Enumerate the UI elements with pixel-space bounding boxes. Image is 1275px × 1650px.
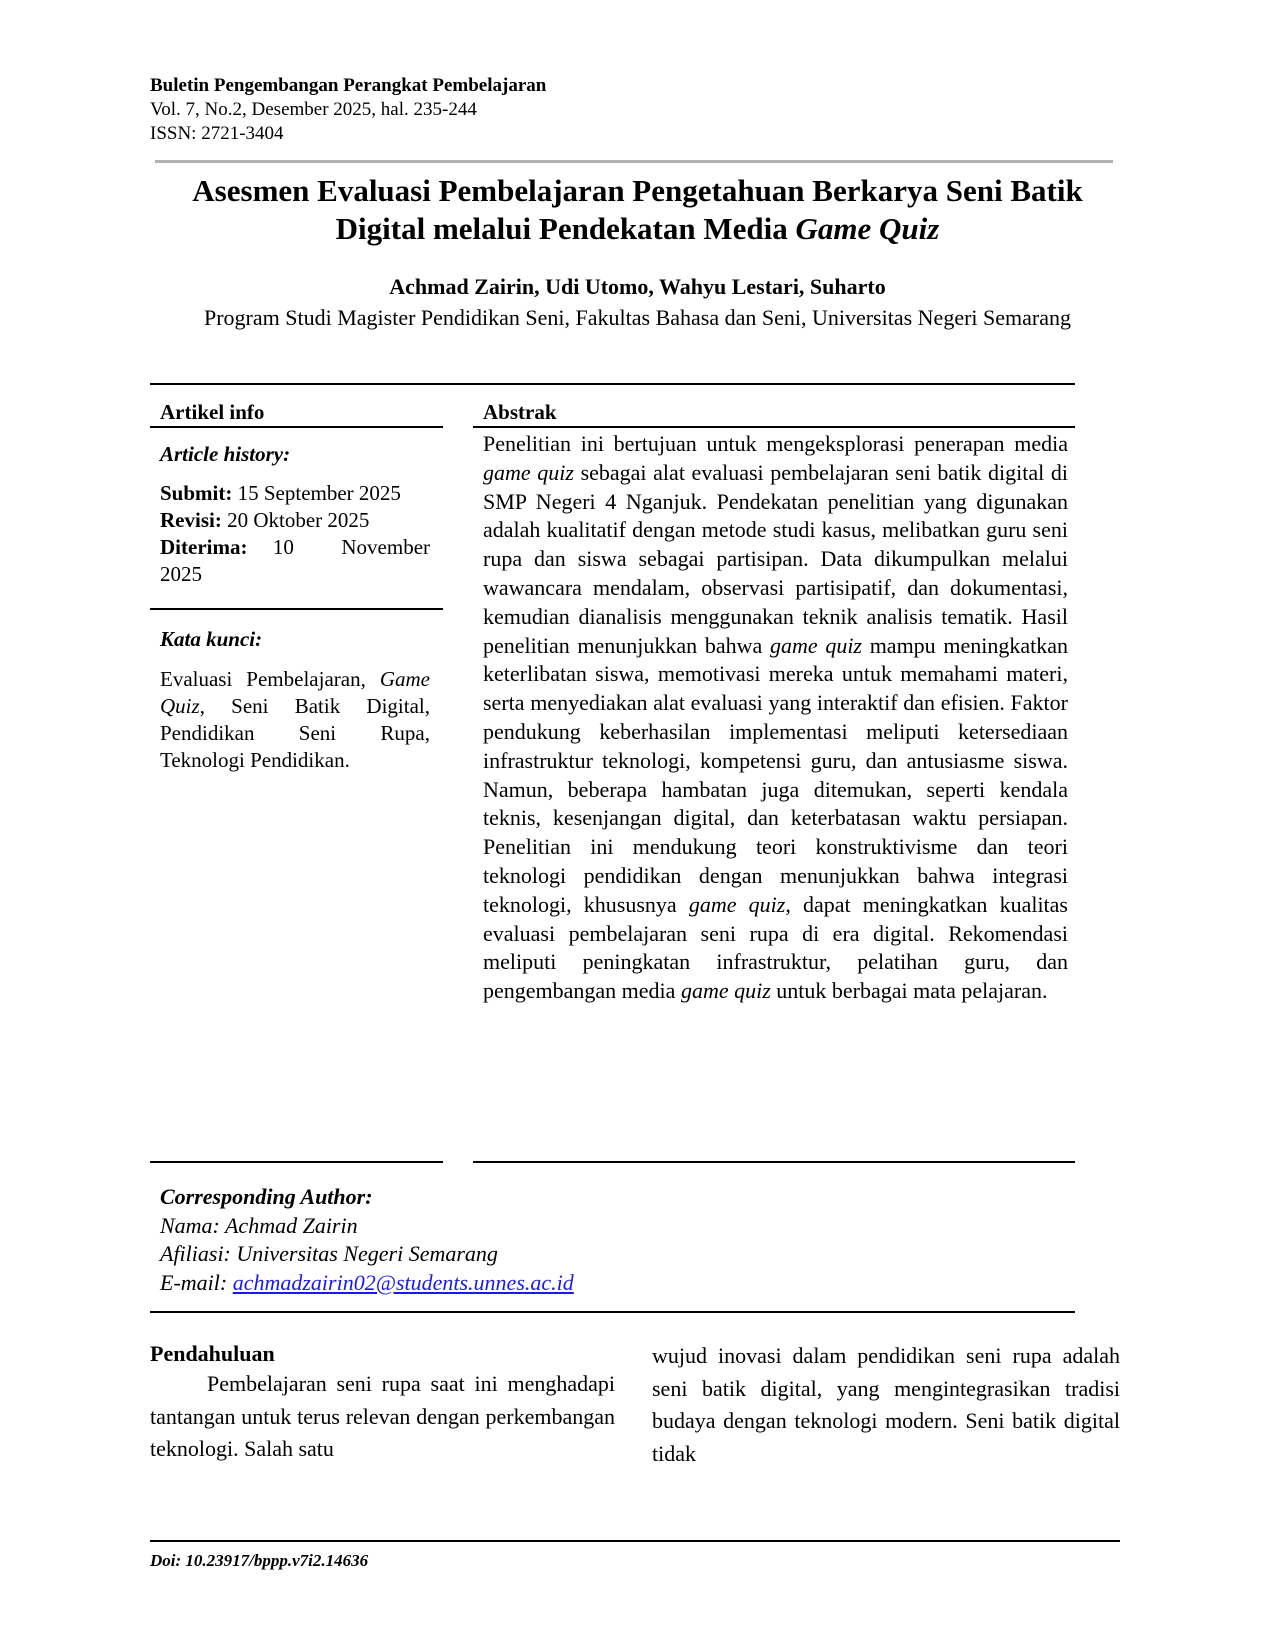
- corresponding-email-row: [160, 1269, 574, 1298]
- title-line-2-italic: Game Quiz: [795, 211, 940, 246]
- diterima-value: 10 November 2025: [160, 535, 431, 586]
- keyword-text-2: , Seni Batik Digital, Pendidikan Seni Rupa, Teknologi Pendidikan.: [160, 694, 430, 772]
- abstract-text: , dapat meningkatkan kualitas evaluasi pembelajaran seni rupa di era digital. Rekomendasi meliputi peningkatan infrastruktur, pelatihan guru, dan pengembangan media: [483, 891, 1068, 1004]
- keyword-text-1: Evaluasi Pembelajaran,: [160, 667, 366, 691]
- revisi-value: 20 Oktober 2025: [227, 508, 370, 532]
- abstract-text: mampu meningkatkan keterlibatan siswa, memotivasi mereka untuk memahami materi, serta menyediakan alat evaluasi yang interaktif dan efisien. Faktor pendukung keberhasilan implementasi meliputi ketersediaan infrastruktur teknologi, kompetensi guru, dan antusiasme siswa. Namun, beberapa hambatan juga ditemukan, seperti kendala teknis, kesenjangan digital, dan keterbatasan waktu persiapan. Penelitian ini mendukung teori konstruktivisme dan teori teknologi pendidikan dengan menunjukkan bahwa integrasi teknologi, khususnya: [483, 632, 1068, 917]
- corresponding-heading: Corresponding Author:: [160, 1184, 373, 1209]
- affiliation: Program Studi Magister Pendidikan Seni, Fakultas Bahasa dan Seni, Universitas Negeri Semarang: [203, 305, 1071, 330]
- diterima-row: [160, 534, 430, 588]
- doi: Doi: 10.23917/bppp.v7i2.14636: [150, 1551, 369, 1570]
- header-divider: [155, 160, 1113, 163]
- revisi-label: Revisi:: [160, 508, 222, 532]
- article-info-heading: Artikel info: [160, 400, 265, 424]
- intro-heading: Pendahuluan: [150, 1341, 275, 1366]
- title-line-1: Asesmen Evaluasi Pembelajaran Pengetahuan Berkarya Seni Batik: [192, 173, 1083, 208]
- abstract-italic: game quiz: [483, 459, 574, 485]
- abstract-italic: game quiz: [688, 891, 786, 917]
- journal-name: Buletin Pengembangan Perangkat Pembelajaran: [150, 75, 547, 96]
- intro-left-column: Pembelajaran seni rupa saat ini menghadapi tantangan untuk terus relevan dengan perkembangan teknologi. Salah satu: [150, 1371, 615, 1461]
- keywords-heading: Kata kunci:: [160, 627, 263, 651]
- title-line-2: [140, 210, 1135, 248]
- journal-volume: Vol. 7, No.2, Desember 2025, hal. 235-244: [150, 99, 477, 120]
- authors: Achmad Zairin, Udi Utomo, Wahyu Lestari, Suharto: [389, 274, 886, 299]
- diterima-label: Diterima:: [160, 535, 248, 559]
- corresponding-name: Nama: Achmad Zairin: [160, 1212, 358, 1238]
- title-line-2-text: Digital melalui Pendekatan Media: [335, 211, 796, 246]
- abstract-italic: game quiz: [680, 978, 771, 1004]
- paper-title: [140, 172, 1135, 248]
- footer-divider: [150, 1540, 1120, 1542]
- submit-label: Submit:: [160, 481, 233, 505]
- revisi-row: [160, 507, 430, 534]
- article-history-heading: Article history:: [160, 442, 291, 466]
- keywords-rule: [150, 608, 443, 610]
- keyword-italic: Game Quiz: [160, 667, 430, 718]
- keywords: [160, 666, 430, 774]
- section-divider: [150, 383, 1075, 385]
- abstract-rule: [473, 426, 1075, 428]
- article-info-rule: [150, 426, 443, 428]
- corresponding-author: [160, 1183, 574, 1297]
- abstract-body: [483, 430, 1068, 1006]
- abstract-text: sebagai alat evaluasi pembelajaran seni batik digital di SMP Negeri 4 Nganjuk. Pendekatan penelitian yang digunakan adalah kualitatif dengan metode studi kasus, melibatkan guru seni rupa dan siswa sebagai partisipan. Data dikumpulkan melalui wawancara mendalam, observasi partisipatif, dan dokumentasi, kemudian dianalisis menggunakan teknik analisis tematik. Hasil penelitian menunjukkan bahwa: [483, 459, 1068, 658]
- intro-right-column: wujud inovasi dalam pendidikan seni rupa adalah seni batik digital, yang mengintegrasikan tradisi budaya dengan teknologi modern. Seni batik digital tidak: [652, 1343, 1120, 1466]
- submit-value: 15 September 2025: [237, 481, 401, 505]
- corresponding-divider: [150, 1311, 1075, 1313]
- abstract-heading: Abstrak: [483, 400, 557, 424]
- article-info-bottom-rule: [150, 1161, 443, 1163]
- abstract-bottom-rule: [473, 1161, 1075, 1163]
- abstract-text: untuk berbagai mata pelajaran.: [770, 978, 1048, 1004]
- article-history: [160, 480, 430, 588]
- abstract-italic: game quiz: [769, 632, 862, 658]
- corresponding-affiliation: Afiliasi: Universitas Negeri Semarang: [160, 1241, 498, 1266]
- email-link[interactable]: achmadzairin02@students.unnes.ac.id: [232, 1269, 574, 1295]
- abstract-text: Penelitian ini bertujuan untuk mengeksplorasi penerapan media: [483, 431, 1068, 456]
- journal-issn: ISSN: 2721-3404: [150, 123, 284, 144]
- email-label: E-mail:: [160, 1269, 233, 1295]
- submit-row: [160, 480, 430, 507]
